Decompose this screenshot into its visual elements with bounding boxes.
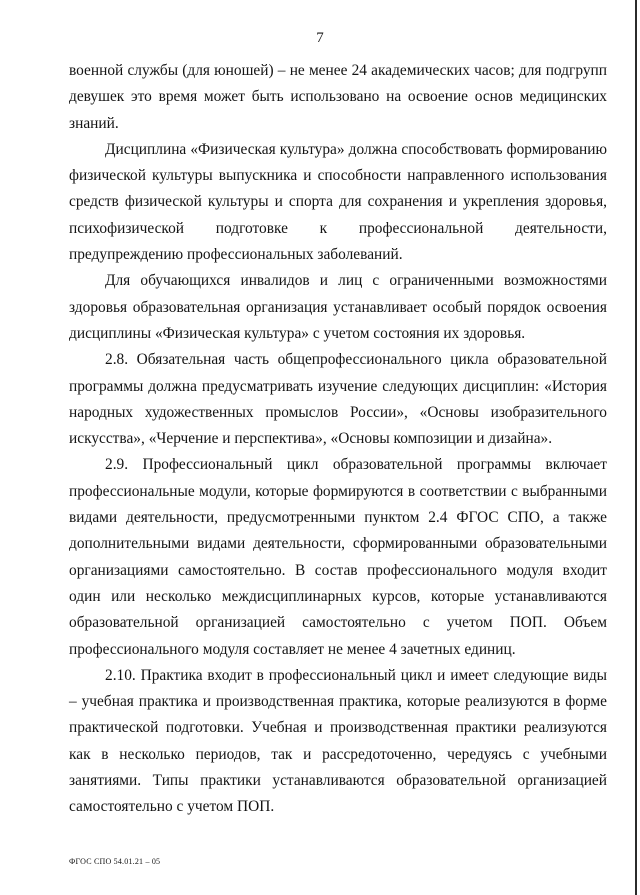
paragraph-2-8: 2.8. Обязательная часть общепрофессионального цикла образовательной программы должна предусматривать изучение следующих дисциплин: «История народных художественных промыслов России», «Основы изобразительного искусства», «Черчение и перспектива», «Основы композиции и дизайна». — [69, 351, 607, 448]
paragraph-physical-culture: Дисциплина «Физическая культура» должна способствовать формированию физической культуры выпускника и способности направленного использования средств физической культуры и спорта для сохранения и укрепления здоровья, психофизической подготовке к профессиональной деятельности, предупреждению профессиональных заболеваний. — [69, 140, 607, 264]
page-number: 7 — [316, 30, 324, 46]
paragraph-2-9: 2.9. Профессиональный цикл образовательной программы включает профессиональные модули, которые формируются в соответствии с выбранными видами деятельности, предусмотренными пунктом 2.4 ФГОС СПО, а также дополнительными видами деятельности, сформированными образовательными организациями самостоятельно. В состав профессионального модуля входит один или несколько междисциплинарных курсов, которые устанавливаются образовательной организацией самостоятельно с учетом ПОП. Объем профессионального модуля составляет не менее 4 зачетных единиц. — [69, 456, 607, 658]
paragraph-2-10: 2.10. Практика входит в профессиональный цикл и имеет следующие виды – учебная практика и производственная практика, которые реализуются в форме практической подготовки. Учебная и производственная практики реализуются как в несколько периодов, так и рассредоточенно, чередуясь с учебными занятиями. Типы практики устанавливаются образовательной организацией самостоятельно с учетом ПОП. — [69, 666, 607, 816]
document-body — [69, 58, 607, 821]
paragraph-disabled-students: Для обучающихся инвалидов и лиц с ограниченными возможностями здоровья образовательная организация устанавливает особый порядок освоения дисциплины «Физическая культура» с учетом состояния их здоровья. — [69, 272, 607, 342]
document-footer-code: ФГОС СПО 54.01.21 – 05 — [69, 857, 161, 866]
paragraph-military-service: военной службы (для юношей) – не менее 24 академических часов; для подгрупп девушек это время может быть использовано на освоение основ медицинских знаний. — [69, 62, 607, 132]
scan-edge-line — [635, 0, 637, 895]
